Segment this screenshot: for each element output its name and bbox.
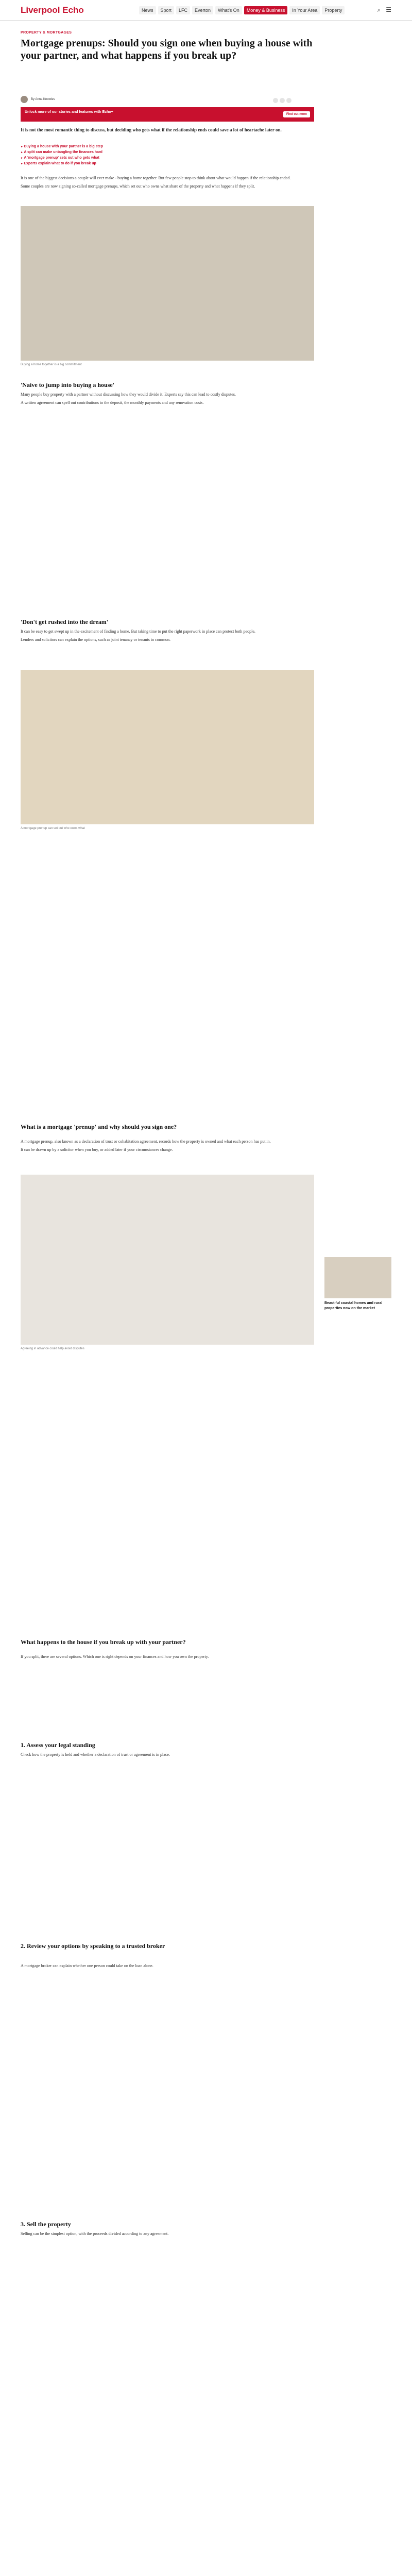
section-3 — [21, 1139, 314, 1155]
section-heading-1: 'Naive to jump into buying a house' — [21, 381, 115, 388]
paragraph: It can be easy to get swept up in the excitement of finding a home. But taking time to put the right paperwork in place can protect both people. — [21, 629, 255, 634]
image-caption-3: Agreeing in advance could help avoid disputes — [21, 1347, 84, 1350]
subscription-banner — [21, 107, 314, 122]
sidebar-image[interactable] — [324, 1257, 391, 1298]
section-heading-4: What happens to the house if you break up with your partner? — [21, 1638, 186, 1646]
key-point: ► Experts explain what to do if you break up — [21, 161, 314, 166]
section-7 — [21, 2231, 314, 2239]
key-points — [21, 144, 314, 167]
nav-item[interactable]: Everton — [192, 6, 213, 14]
article-image-2 — [21, 670, 314, 824]
section-1 — [21, 392, 314, 408]
paragraph: If you split, there are several options. Which one is right depends on your finances and how you own the property. — [21, 1654, 209, 1659]
author-byline[interactable]: By Anna Knowles — [31, 98, 55, 101]
paragraph: Selling can be the simplest option, with the proceeds divided according to any agreement. — [21, 2231, 169, 2236]
section-5 — [21, 1752, 314, 1760]
section-heading-2: 'Don't get rushed into the dream' — [21, 618, 109, 625]
author-avatar — [21, 96, 28, 103]
key-point: ► A split can make untangling the finances hard — [21, 150, 314, 155]
paragraph: A mortgage broker can explain whether one person could take on the loan alone. — [21, 1963, 153, 1968]
article-image-1 — [21, 206, 314, 361]
twitter-icon[interactable] — [280, 98, 285, 103]
nav-item[interactable]: LFC — [176, 6, 190, 14]
paragraph: It can be drawn up by a solicitor when you buy, or added later if your circumstances change. — [21, 1147, 173, 1152]
image-caption-1: Buying a home together is a big commitment — [21, 363, 82, 366]
paragraph: A mortgage prenup, also known as a declaration of trust or cohabitation agreement, records how the property is owned and what each person has put in. — [21, 1139, 271, 1144]
paragraph: Check how the property is held and whether a declaration of trust or agreement is in place. — [21, 1752, 170, 1757]
section-heading-5: 1. Assess your legal standing — [21, 1741, 95, 1749]
paragraph: A written agreement can spell out contributions to the deposit, the monthly payments and any renovation costs. — [21, 400, 204, 405]
menu-icon[interactable]: ☰ — [386, 6, 391, 13]
share-buttons — [273, 98, 291, 103]
email-icon[interactable] — [286, 98, 291, 103]
site-header — [0, 0, 412, 21]
section-6 — [21, 1963, 314, 1971]
banner-text: Unlock more of our stories and features with Echo+ — [25, 110, 113, 114]
paragraph: Some couples are now signing so-called mortgage prenups, which set out who owns what share of the property and what happens if they split. — [21, 184, 255, 189]
image-caption-2: A mortgage prenup can set out who owns what — [21, 827, 85, 830]
section-2 — [21, 629, 314, 645]
search-icon[interactable]: ⌕ — [377, 6, 381, 13]
key-point: ► Buying a house with your partner is a big step — [21, 144, 314, 149]
section-heading-7: 3. Sell the property — [21, 2221, 71, 2228]
sidebar-headline[interactable]: Beautiful coastal homes and rural properties now on the market — [324, 1301, 383, 1310]
paragraph: Many people buy property with a partner without discussing how they would divide it. Experts say this can lead to costly disputes. — [21, 392, 236, 397]
key-point: ► A 'mortgage prenup' sets out who gets what — [21, 156, 314, 161]
breadcrumb[interactable]: PROPERTY & MORTGAGES — [21, 31, 72, 35]
header-icons — [377, 6, 392, 14]
paragraph: It is one of the biggest decisions a couple will ever make - buying a home together. But few people stop to think about what would happen if the relationship ended. — [21, 176, 291, 180]
article-image-3 — [21, 1175, 314, 1345]
find-out-more-button[interactable]: Find out more — [283, 111, 310, 117]
nav-item[interactable]: Property — [322, 6, 345, 14]
nav-item[interactable]: Money & Business — [244, 6, 288, 14]
paragraph: Lenders and solicitors can explain the options, such as joint tenancy or tenants in common. — [21, 637, 171, 642]
nav-item[interactable]: News — [139, 6, 156, 14]
standfirst: It is not the most romantic thing to discuss, but deciding who gets what if the relationship ends could save a lot of heartache later on. — [21, 127, 282, 132]
page-title: Mortgage prenups: Should you sign one when buying a house with your partner, and what happens if you break up? — [21, 38, 313, 61]
section-heading-6: 2. Review your options by speaking to a trusted broker — [21, 1942, 165, 1950]
section-heading-3: What is a mortgage 'prenup' and why should you sign one? — [21, 1123, 177, 1130]
nav-item[interactable]: In Your Area — [289, 6, 320, 14]
facebook-icon[interactable] — [273, 98, 278, 103]
section-0 — [21, 175, 314, 192]
main-nav — [139, 6, 345, 14]
section-4 — [21, 1654, 314, 1662]
nav-item[interactable]: Sport — [158, 6, 175, 14]
site-logo[interactable]: Liverpool Echo — [21, 5, 84, 15]
nav-item[interactable]: What's On — [215, 6, 242, 14]
